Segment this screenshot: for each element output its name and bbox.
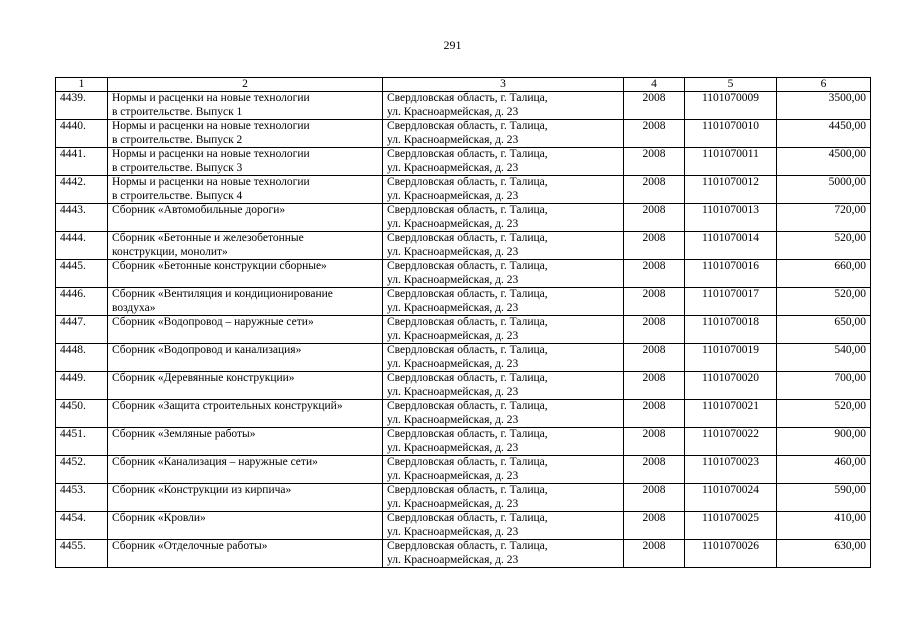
document-title [108,92,383,120]
price [777,120,871,148]
price-line: 590,00 [834,484,866,496]
year [624,148,685,176]
table-row [56,204,871,232]
address-line: ул. Красноармейская, д. 23 [387,357,519,370]
document-title-line: Нормы и расценки на новые технологии [112,176,310,188]
document-title [108,400,383,428]
row-number-line: 4443. [60,204,86,216]
table-row [56,372,871,400]
document-title [108,484,383,512]
address-line: ул. Красноармейская, д. 23 [387,301,519,314]
document-title-line: Нормы и расценки на новые технологии [112,120,310,132]
inventory-code [685,288,777,316]
address [383,344,624,372]
column-header-2: 2 [108,78,383,92]
document-title-line: Сборник «Водопровод и канализация» [112,344,302,356]
address [383,540,624,568]
year-line: 2008 [642,288,666,300]
year-line: 2008 [642,344,666,356]
table-header [56,78,871,92]
price [777,344,871,372]
price-line: 3500,00 [828,92,866,104]
row-number-line: 4446. [60,288,86,300]
price-line: 650,00 [834,316,866,328]
inventory-code [685,92,777,120]
table-row [56,344,871,372]
document-title [108,540,383,568]
price-line: 700,00 [834,372,866,384]
address-line: Свердловская область, г. Талица, [387,512,548,524]
address [383,120,624,148]
price-line: 4500,00 [828,148,866,160]
address [383,148,624,176]
year-line: 2008 [642,512,666,524]
address [383,484,624,512]
address-line: Свердловская область, г. Талица, [387,148,548,160]
row-number [56,456,108,484]
address [383,512,624,540]
table-row [56,288,871,316]
address-line: Свердловская область, г. Талица, [387,204,548,216]
row-number-line: 4444. [60,232,86,244]
table-row [56,428,871,456]
price [777,148,871,176]
row-number-line: 4450. [60,400,86,412]
document-title [108,148,383,176]
inventory-code [685,204,777,232]
inventory-code [685,120,777,148]
year-line: 2008 [642,92,666,104]
document-title [108,372,383,400]
document-title [108,344,383,372]
address [383,288,624,316]
year-line: 2008 [642,428,666,440]
address-line: Свердловская область, г. Талица, [387,176,548,188]
address-line: Свердловская область, г. Талица, [387,344,548,356]
document-title-line: Сборник «Вентиляция и кондиционирование [112,288,333,300]
document-title [108,512,383,540]
row-number [56,400,108,428]
document-title-line: Сборник «Водопровод – наружные сети» [112,316,314,328]
address-line: Свердловская область, г. Талица, [387,400,548,412]
address [383,232,624,260]
price [777,540,871,568]
inventory-code-line: 1101070010 [701,120,760,132]
address-line: Свердловская область, г. Талица, [387,484,548,496]
address-line: Свердловская область, г. Талица, [387,540,548,552]
year-line: 2008 [642,260,666,272]
inventory-code [685,176,777,204]
table-row [56,512,871,540]
year [624,400,685,428]
row-number [56,372,108,400]
document-title-line: Сборник «Деревянные конструкции» [112,372,295,384]
year-line: 2008 [642,204,666,216]
table-row [56,400,871,428]
address-line: Свердловская область, г. Талица, [387,372,548,384]
document-title-line: Нормы и расценки на новые технологии [112,92,310,104]
inventory-code-line: 1101070026 [701,540,760,552]
inventory-code-line: 1101070014 [701,232,760,244]
price [777,456,871,484]
inventory-code [685,372,777,400]
address-line: ул. Красноармейская, д. 23 [387,525,519,538]
year-line: 2008 [642,176,666,188]
address-line: ул. Красноармейская, д. 23 [387,469,519,482]
document-title [108,428,383,456]
page-number: 291 [443,38,462,52]
row-number [56,316,108,344]
inventory-code-line: 1101070011 [702,148,759,160]
row-number-line: 4454. [60,512,86,524]
document-title-line: в строительстве. Выпуск 1 [112,105,243,118]
address [383,260,624,288]
row-number [56,92,108,120]
price [777,316,871,344]
price [777,176,871,204]
year [624,176,685,204]
inventory-code [685,512,777,540]
year-line: 2008 [642,484,666,496]
year-line: 2008 [642,148,666,160]
address-line: ул. Красноармейская, д. 23 [387,217,519,230]
address-line: ул. Красноармейская, д. 23 [387,161,519,174]
inventory-code [685,428,777,456]
price-line: 520,00 [834,288,866,300]
document-title [108,456,383,484]
year [624,232,685,260]
row-number [56,176,108,204]
inventory-code [685,456,777,484]
year [624,316,685,344]
column-header-5: 5 [685,78,777,92]
inventory-code [685,344,777,372]
document-title-line: воздуха» [112,301,156,314]
address-line: ул. Красноармейская, д. 23 [387,133,519,146]
inventory-code [685,148,777,176]
price-line: 660,00 [834,260,866,272]
address-line: Свердловская область, г. Талица, [387,428,548,440]
document-title-line: Сборник «Защита строительных конструкций» [112,400,343,412]
row-number [56,540,108,568]
row-number [56,288,108,316]
row-number [56,428,108,456]
inventory-code [685,232,777,260]
table-body [56,92,871,568]
inventory-code [685,540,777,568]
row-number-line: 4455. [60,540,86,552]
address-line: Свердловская область, г. Талица, [387,120,548,132]
price-line: 410,00 [834,512,866,524]
inventory-code-line: 1101070017 [701,288,760,300]
year-line: 2008 [642,120,666,132]
year [624,204,685,232]
header-row [56,78,871,92]
column-header-6: 6 [777,78,871,92]
year [624,484,685,512]
price-line: 900,00 [834,428,866,440]
inventory-code-line: 1101070009 [701,92,760,104]
year-line: 2008 [642,232,666,244]
price [777,204,871,232]
price [777,400,871,428]
table-row [56,232,871,260]
address-line: ул. Красноармейская, д. 23 [387,413,519,426]
year [624,540,685,568]
address [383,400,624,428]
address-line: Свердловская область, г. Талица, [387,92,548,104]
address [383,92,624,120]
address [383,372,624,400]
inventory-code-line: 1101070013 [701,204,760,216]
address-line: ул. Красноармейская, д. 23 [387,273,519,286]
address-line: ул. Красноармейская, д. 23 [387,329,519,342]
row-number-line: 4441. [60,148,86,160]
year [624,512,685,540]
document-title-line: Сборник «Отделочные работы» [112,540,268,552]
year [624,288,685,316]
inventory-code-line: 1101070025 [701,512,760,524]
document-title-line: Нормы и расценки на новые технологии [112,148,310,160]
table-row [56,484,871,512]
row-number [56,148,108,176]
table-row [56,540,871,568]
row-number-line: 4445. [60,260,86,272]
row-number-line: 4447. [60,316,86,328]
inventory-code-line: 1101070012 [701,176,760,188]
register-table [55,77,871,568]
row-number-line: 4453. [60,484,86,496]
address-line: ул. Красноармейская, д. 23 [387,553,519,566]
document-title [108,288,383,316]
price-line: 520,00 [834,232,866,244]
row-number [56,344,108,372]
document-title [108,260,383,288]
inventory-code-line: 1101070024 [701,484,760,496]
address-line: ул. Красноармейская, д. 23 [387,245,519,258]
price [777,512,871,540]
address-line: ул. Красноармейская, д. 23 [387,441,519,454]
document-title-line: в строительстве. Выпуск 3 [112,161,243,174]
column-header-3: 3 [383,78,624,92]
price [777,232,871,260]
inventory-code-line: 1101070023 [701,456,760,468]
row-number-line: 4449. [60,372,86,384]
row-number [56,484,108,512]
document-title-line: Сборник «Кровли» [112,512,206,524]
price-line: 520,00 [834,400,866,412]
address-line: ул. Красноармейская, д. 23 [387,105,519,118]
address-line: Свердловская область, г. Талица, [387,232,548,244]
table-row [56,120,871,148]
inventory-code-line: 1101070019 [701,344,760,356]
document-title-line: Сборник «Канализация – наружные сети» [112,456,318,468]
address-line: Свердловская область, г. Талица, [387,288,548,300]
inventory-code-line: 1101070016 [701,260,760,272]
row-number-line: 4451. [60,428,86,440]
row-number [56,204,108,232]
year [624,372,685,400]
column-header-1: 1 [56,78,108,92]
row-number-line: 4440. [60,120,86,132]
table-row [56,176,871,204]
document-title-line: конструкции, монолит» [112,245,228,258]
year [624,428,685,456]
inventory-code [685,484,777,512]
row-number [56,260,108,288]
address [383,204,624,232]
document-title-line: Сборник «Бетонные конструкции сборные» [112,260,327,272]
price [777,372,871,400]
inventory-code-line: 1101070022 [701,428,760,440]
year [624,120,685,148]
price-line: 540,00 [834,344,866,356]
inventory-code [685,260,777,288]
row-number [56,512,108,540]
year-line: 2008 [642,372,666,384]
document-title [108,204,383,232]
address [383,316,624,344]
document-title [108,316,383,344]
row-number-line: 4452. [60,456,86,468]
column-header-4: 4 [624,78,685,92]
address-line: Свердловская область, г. Талица, [387,316,548,328]
row-number [56,232,108,260]
document-title-line: в строительстве. Выпуск 4 [112,189,243,202]
document-title [108,176,383,204]
year-line: 2008 [642,540,666,552]
row-number-line: 4442. [60,176,86,188]
year-line: 2008 [642,456,666,468]
year-line: 2008 [642,400,666,412]
document-title-line: Сборник «Бетонные и железобетонные [112,232,304,244]
document-title [108,232,383,260]
price-line: 5000,00 [828,176,866,188]
inventory-code [685,400,777,428]
address-line: ул. Красноармейская, д. 23 [387,189,519,202]
row-number-line: 4448. [60,344,86,356]
inventory-code [685,316,777,344]
price [777,428,871,456]
price [777,484,871,512]
inventory-code-line: 1101070018 [701,316,760,328]
address-line: ул. Красноармейская, д. 23 [387,385,519,398]
table-row [56,260,871,288]
address-line: Свердловская область, г. Талица, [387,456,548,468]
row-number-line: 4439. [60,92,86,104]
row-number [56,120,108,148]
year-line: 2008 [642,316,666,328]
price-line: 630,00 [834,540,866,552]
table-row [56,148,871,176]
document-title-line: Сборник «Конструкции из кирпича» [112,484,292,496]
price-line: 460,00 [834,456,866,468]
inventory-code-line: 1101070020 [701,372,760,384]
document-title-line: Сборник «Автомобильные дороги» [112,204,286,216]
address [383,456,624,484]
document-title [108,120,383,148]
year [624,344,685,372]
year [624,260,685,288]
inventory-code-line: 1101070021 [701,400,760,412]
price-line: 720,00 [834,204,866,216]
price-line: 4450,00 [828,120,866,132]
price [777,260,871,288]
table-row [56,92,871,120]
year [624,456,685,484]
address [383,428,624,456]
address-line: ул. Красноармейская, д. 23 [387,497,519,510]
address [383,176,624,204]
table-row [56,316,871,344]
year [624,92,685,120]
document-title-line: в строительстве. Выпуск 2 [112,133,243,146]
price [777,92,871,120]
table-row [56,456,871,484]
document-title-line: Сборник «Земляные работы» [112,428,256,440]
address-line: Свердловская область, г. Талица, [387,260,548,272]
price [777,288,871,316]
